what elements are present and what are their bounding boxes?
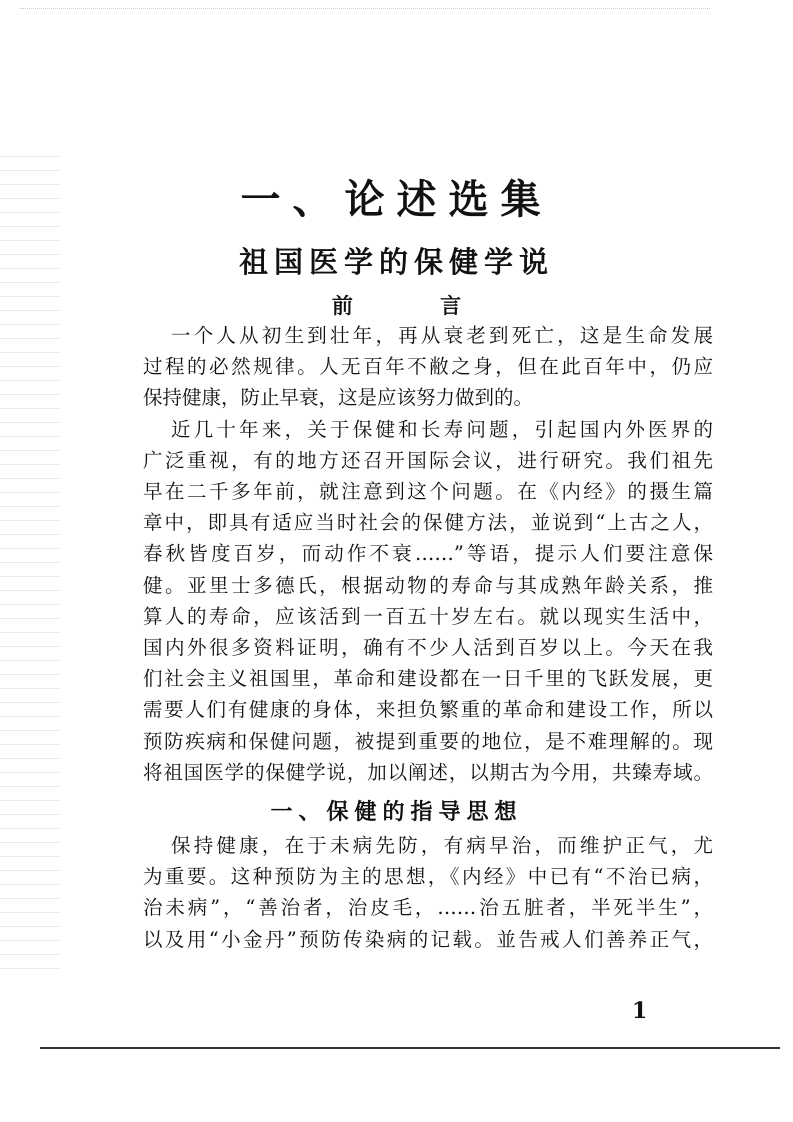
section-body [143,830,713,955]
text-line: 预防疾病和保健问题，被提到重要的地位，是不难理解的。现 [143,729,713,753]
page-number: 1 [632,998,648,1024]
text-line: 过程的必然规律。人无百年不敝之身，但在此百年中，仍应 [143,355,713,379]
text-line: 算人的寿命，应该活到一百五十岁左右。就以现实生活中， [143,604,713,628]
text-line: 们社会主义祖国里，革命和建设都在一日千里的飞跃发展，更 [143,667,713,691]
text-line: 春秋皆度百岁，而动作不衰……”等语，提示人们要注意保 [143,542,713,566]
text-line: 健。亚里士多德氏，根据动物的寿命与其成熟年龄关系，推 [143,573,713,597]
preface-heading: 前 言 [331,293,502,318]
text-line: 章中，即具有适应当时社会的保健方法，並说到“上古之人， [143,511,713,535]
section-heading: 一、保健的指导思想 [270,799,523,825]
text-line: 一个人从初生到壮年，再从衰老到死亡，这是生命发展 [171,324,713,347]
text-line: 需要人们有健康的身体，来担负繁重的革命和建设工作，所以 [143,698,713,722]
text-line: 治未病”，“善治者，治皮毛，……治五脏者，半死半生”， [143,896,713,920]
bottom-rule [40,1047,780,1049]
text-line: 广泛重视，有的地方还召开国际会议，进行研究。我们祖先 [143,448,713,472]
scan-noise-top [20,8,710,31]
article-title: 祖国医学的保健学说 [238,245,554,279]
text-line: 以及用“小金丹”预防传染病的记载。並告戒人们善养正气， [143,927,713,951]
text-line: 近几十年来，关于保健和长寿问题，引起国内外医界的 [171,417,713,441]
chapter-title: 一、论述选集 [240,176,553,223]
preface-body [143,320,713,788]
text-line: 保持健康，防止早衰，这是应该努力做到的。 [143,386,534,410]
text-line: 将祖国医学的保健学说，加以阐述，以期古为今用，共臻寿域。 [143,760,713,784]
text-line: 国内外很多资料证明，确有不少人活到百岁以上。今天在我 [143,636,713,660]
text-line: 早在二千多年前，就注意到这个问题。在《内经》的摄生篇 [143,480,713,504]
text-line: 保持健康，在于未病先防，有病早治，而维护正气，尤 [171,834,713,857]
text-line: 为重要。这种预防为主的思想，《内经》中已有“不治已病， [143,865,713,889]
